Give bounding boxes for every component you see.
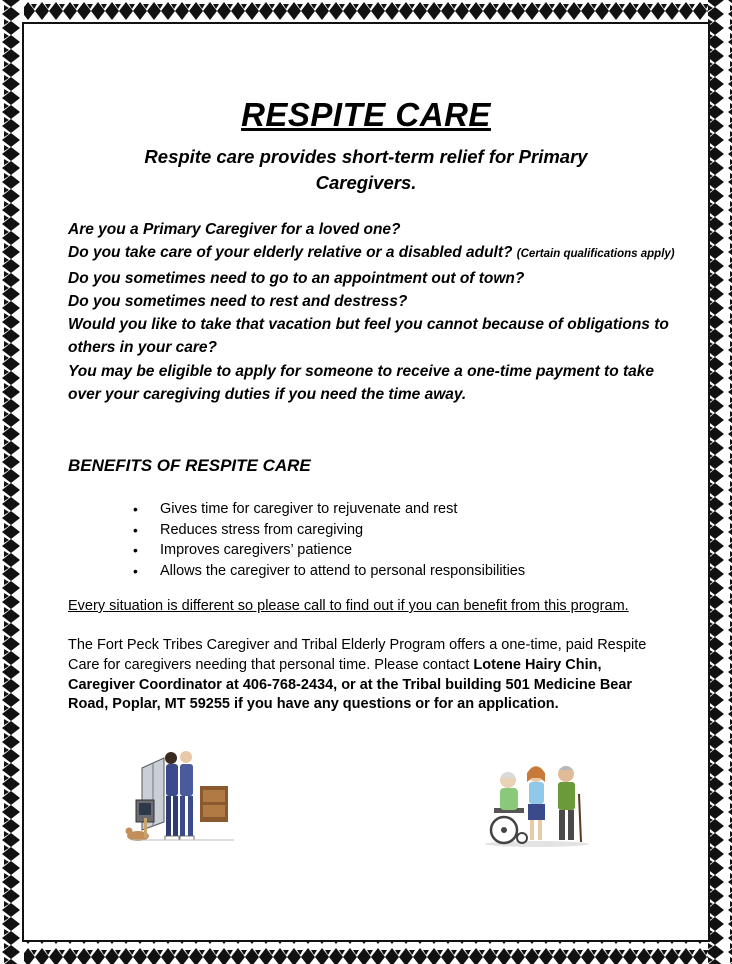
situation-note: Every situation is different so please call to find out if you can benefit from this program. <box>68 598 629 614</box>
elderly-care-clipart-icon <box>482 758 592 848</box>
benefit-item: • Improves caregivers’ patience <box>133 540 525 561</box>
question-3: Do you sometimes need to go to an appointment out of town? <box>68 269 525 287</box>
program-contact: Lotene Hairy Chin, Caregiver Coordinator at 406-768-2434, or at the Tribal building 501 Medicine Bear Road, Poplar, MT 59255 if you have any questions or for an application. <box>68 656 633 713</box>
question-6: You may be eligible to apply for someone to receive a one-time payment to take over your caregiving duties if you need the time away. <box>68 362 654 404</box>
question-list <box>68 218 678 406</box>
benefit-item: • Gives time for caregiver to rejuvenate and rest <box>133 499 525 520</box>
question-2-note: (Certain qualifications apply) <box>516 248 675 261</box>
program-intro: The Fort Peck Tribes Caregiver and Tribal Elderly Program offers a one-time, paid Respite Care for caregivers needing that personal time. Please contact <box>68 637 647 673</box>
subtitle: Respite care provides short-term relief for Primary Caregivers. <box>144 146 588 193</box>
question-5: Would you like to take that vacation but feel you cannot because of obligations to others in your care? <box>68 316 669 357</box>
program-paragraph <box>68 636 668 715</box>
question-1: Are you a Primary Caregiver for a loved one? <box>68 221 401 238</box>
page-title: RESPITE CARE <box>241 96 491 133</box>
caregiver-clipart-icon <box>124 748 242 848</box>
benefits-heading: BENEFITS OF RESPITE CARE <box>68 456 311 475</box>
question-2 <box>68 241 678 266</box>
benefit-item: • Reduces stress from caregiving <box>133 520 525 541</box>
question-4: Do you sometimes need to rest and destress? <box>68 292 408 310</box>
question-2-text: Do you take care of your elderly relative or a disabled adult? <box>68 244 513 262</box>
benefits-list <box>133 499 525 581</box>
benefit-item: • Allows the caregiver to attend to personal responsibilities <box>133 561 525 582</box>
